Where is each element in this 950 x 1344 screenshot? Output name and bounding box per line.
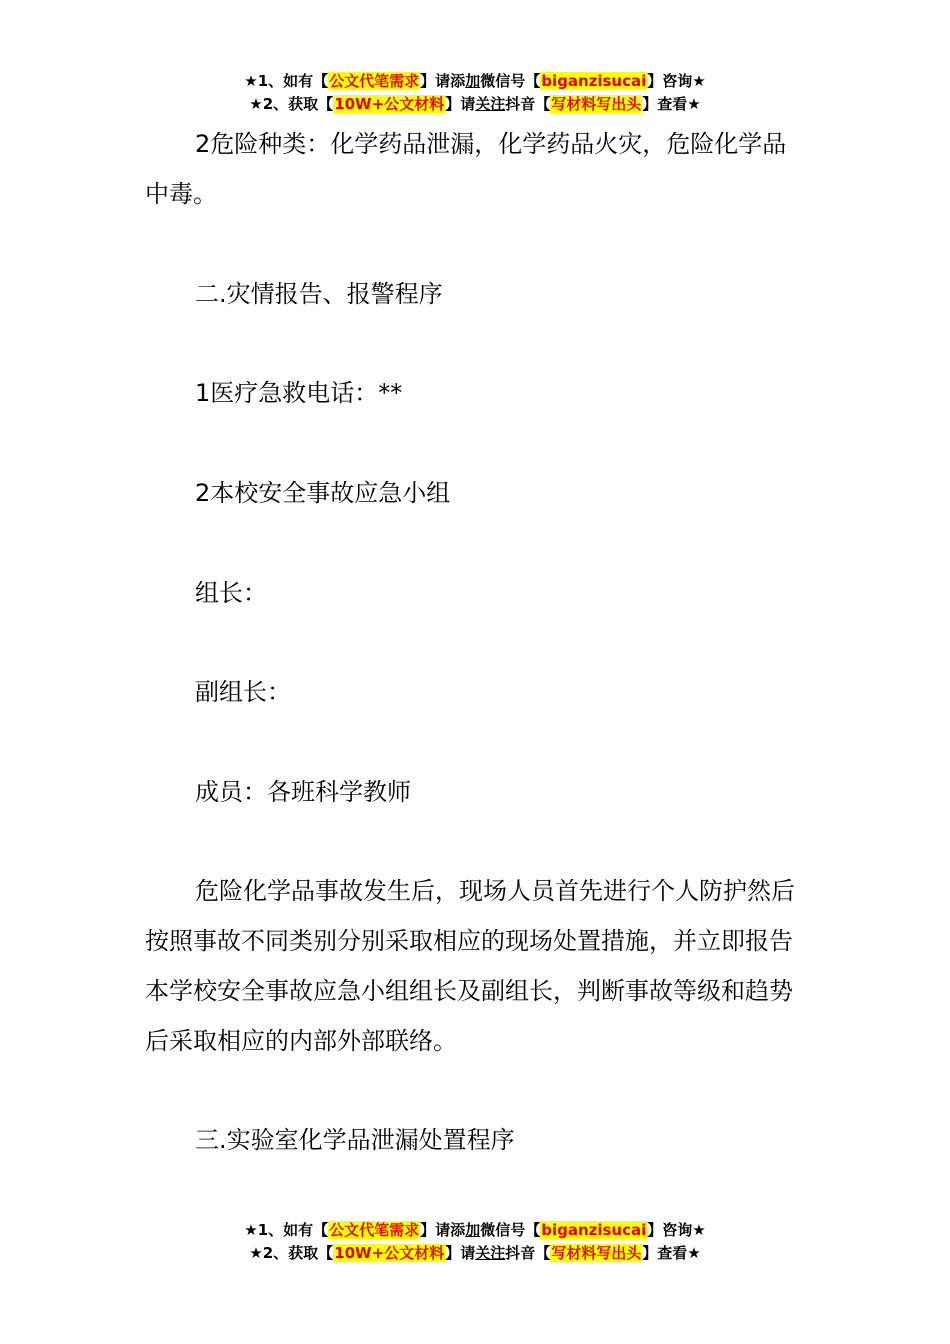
banner-line-1 [0, 1219, 950, 1242]
banner-text: 抖音【 [505, 1244, 551, 1262]
highlight-materials: 10W+公文材料 [334, 1244, 445, 1262]
paragraph-accident-procedure: 危险化学品事故发生后，现场人员首先进行个人防护然后按照事故不同类别分别采取相应的现场处置措施，并立即报告本学校安全事故应急小组组长及副组长，判断事故等级和趋势后采取相应的内部外部联络。 [145, 877, 795, 1055]
banner-text: 】咨询★ [647, 72, 706, 90]
paragraph-danger-types: 2危险种类：化学药品泄漏，化学药品火灾，危险化学品中毒。 [145, 130, 787, 208]
header-banner [0, 70, 950, 116]
highlight-douyin: 写材料写出头 [551, 95, 642, 113]
banner-line-1 [0, 70, 950, 93]
banner-text: 】请 [445, 1244, 476, 1262]
banner-underline: 加 [465, 72, 481, 90]
highlight-wechat-id: biganzisucai [541, 72, 647, 90]
banner-text: 】咨询★ [647, 1221, 706, 1239]
banner-text: 微信号【 [480, 1221, 541, 1239]
banner-text: 】请 [445, 95, 476, 113]
highlight-douyin: 写材料写出头 [551, 1244, 642, 1262]
section-heading-leak: 三.实验室化学品泄漏处置程序 [195, 1126, 515, 1154]
banner-text: 微信号【 [480, 72, 541, 90]
paragraph-members: 成员：各班科学教师 [195, 778, 411, 806]
highlight-wechat-id: biganzisucai [541, 1221, 647, 1239]
highlight-service: 公文代笔需求 [329, 72, 420, 90]
banner-line-2 [0, 1242, 950, 1265]
banner-line-2 [0, 93, 950, 116]
banner-text: 抖音【 [505, 95, 551, 113]
paragraph-emergency-group: 2本校安全事故应急小组 [195, 479, 451, 507]
footer-banner [0, 1219, 950, 1265]
banner-text: 】请添 [420, 1221, 466, 1239]
highlight-service: 公文代笔需求 [329, 1221, 420, 1239]
paragraph-deputy-leader: 副组长： [195, 678, 291, 706]
banner-underline: 加 [465, 1221, 481, 1239]
banner-text: ★2、获取【 [249, 95, 334, 113]
banner-text: ★2、获取【 [249, 1244, 334, 1262]
banner-text: 】查看★ [642, 95, 701, 113]
paragraph-emergency-phone: 1医疗急救电话：** [195, 379, 403, 407]
banner-underline: 关注 [475, 1244, 506, 1262]
banner-underline: 关注 [475, 95, 506, 113]
section-heading-report: 二.灾情报告、报警程序 [195, 280, 443, 308]
banner-text: 】请添 [420, 72, 466, 90]
banner-text: ★1、如有【 [244, 72, 329, 90]
paragraph-group-leader: 组长： [195, 579, 267, 607]
banner-text: 】查看★ [642, 1244, 701, 1262]
highlight-materials: 10W+公文材料 [334, 95, 445, 113]
banner-text: ★1、如有【 [244, 1221, 329, 1239]
